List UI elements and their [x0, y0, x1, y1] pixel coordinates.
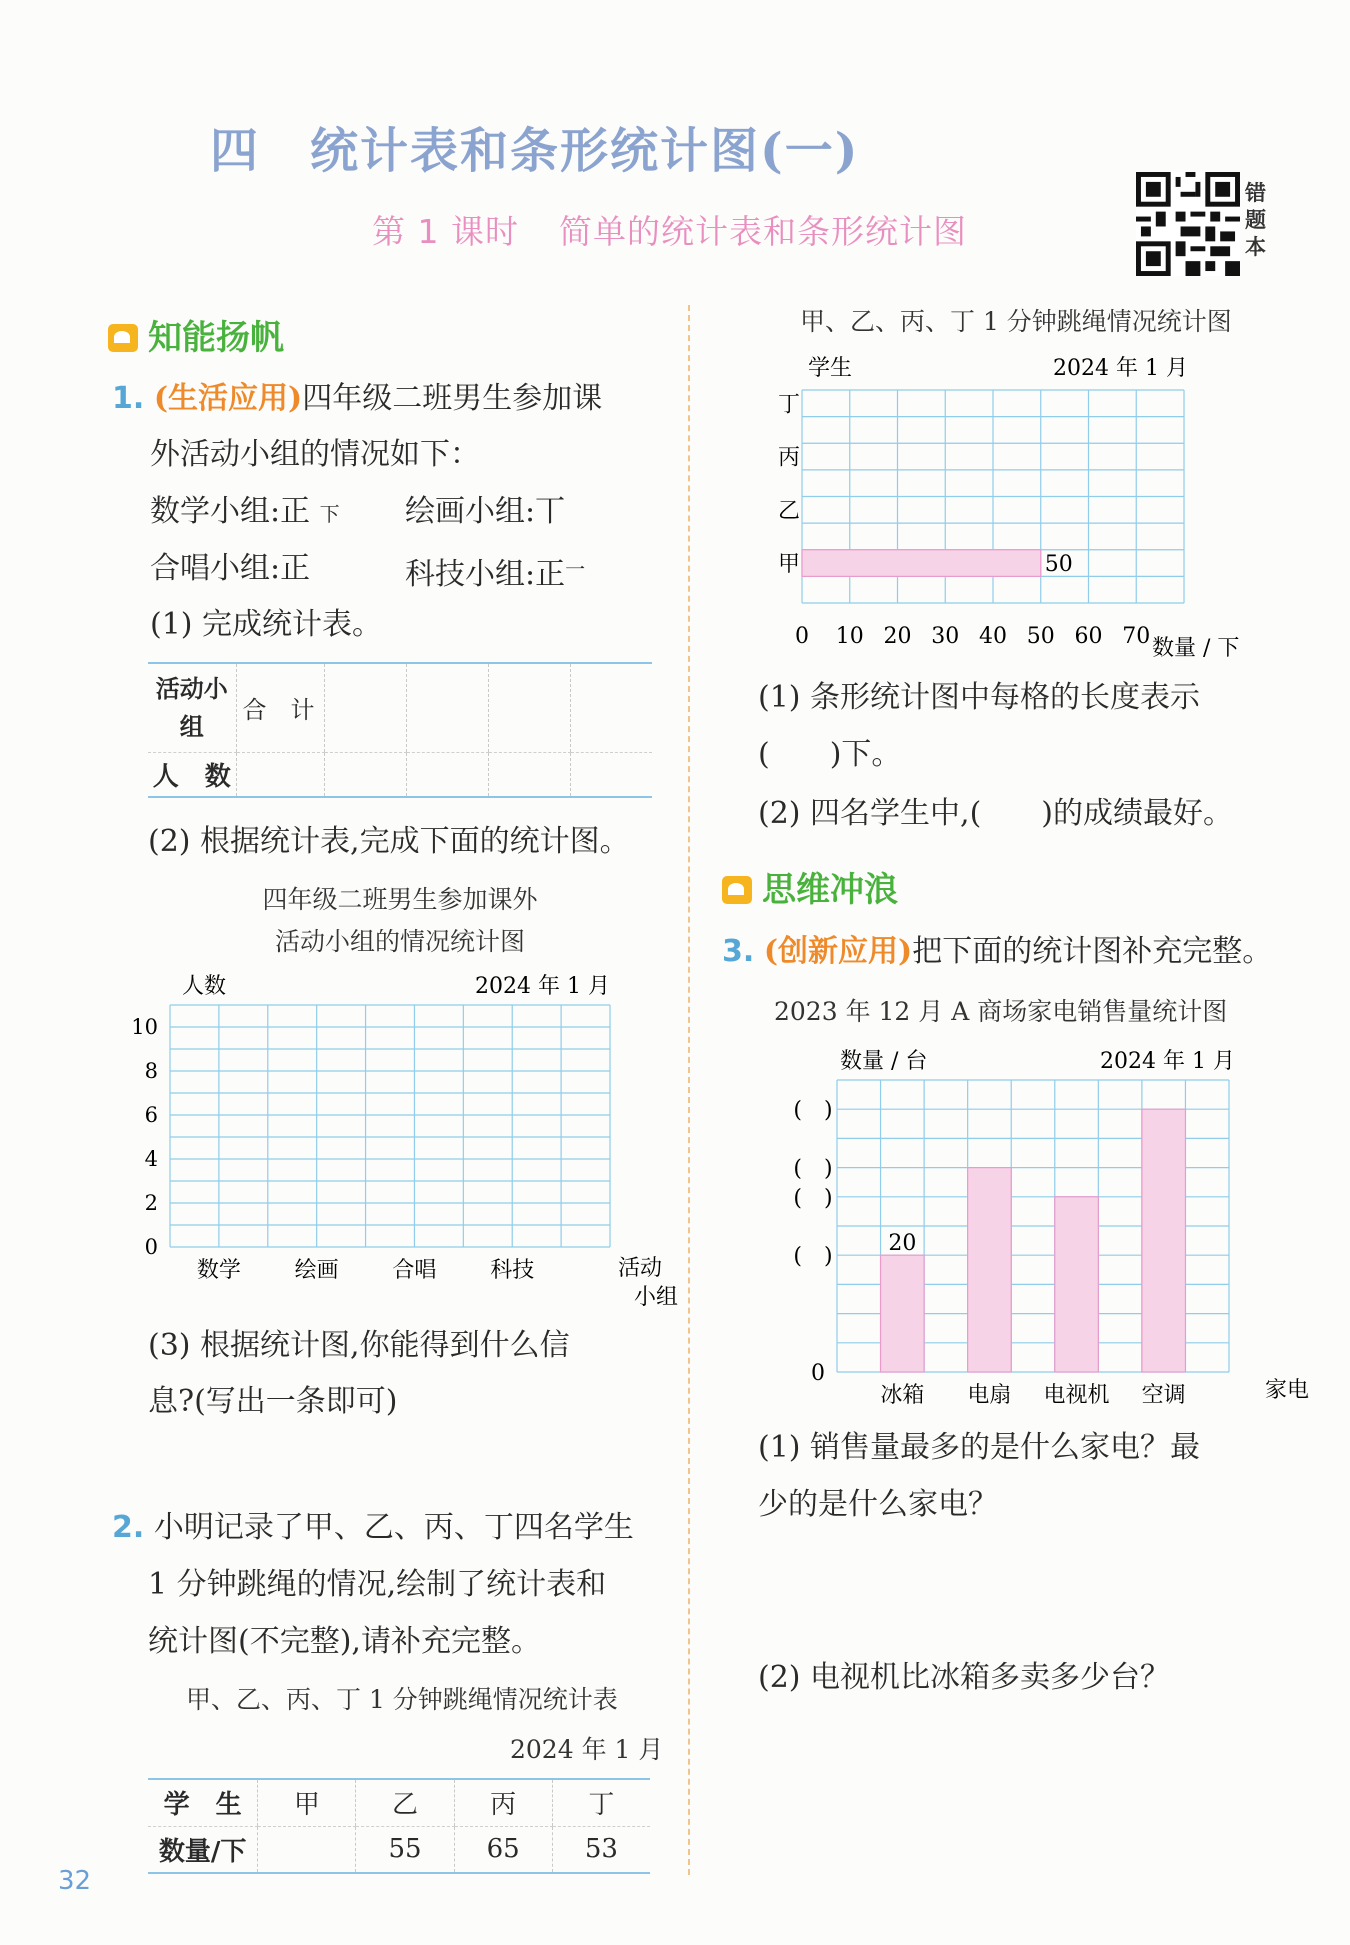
- chart1-ytick: 10: [131, 1015, 158, 1039]
- chart3-xtick: 电扇: [967, 1383, 1012, 1408]
- chart2-xtick: 40: [979, 624, 1007, 649]
- qr-label: 错 题 本: [1245, 181, 1266, 259]
- table-cell[interactable]: [571, 664, 652, 752]
- q2-count-blank[interactable]: [258, 1826, 356, 1872]
- tally-drawing: 绘画小组:丅: [405, 494, 566, 529]
- chart2-xtick: 50: [1026, 624, 1055, 649]
- q2-line2: 1 分钟跳绳的情况,绘制了统计表和: [148, 1567, 607, 1602]
- chart1-grid[interactable]: [131, 960, 679, 1315]
- q2-count: 55: [356, 1826, 454, 1872]
- chart2-bar: [802, 550, 1041, 577]
- chart3-bar: [1142, 1109, 1186, 1372]
- chart3-bar: [968, 1168, 1012, 1372]
- q2-line1: 2. 小明记录了甲、乙、丙、丁四名学生: [112, 1510, 634, 1545]
- q2-student: 丁: [552, 1780, 650, 1826]
- chart2-xlabel: 数量 / 下: [1152, 636, 1240, 661]
- tally-choir: 合唱小组:正: [150, 551, 311, 586]
- chart3-date: 2024 年 1 月: [1100, 1049, 1235, 1074]
- q3-part1-line2: 少的是什么家电？: [758, 1487, 998, 1522]
- q2-part1-line2: ( )下。: [758, 737, 902, 772]
- wave-icon: [722, 876, 752, 904]
- table-head-total: 合 计: [236, 664, 325, 752]
- chart2-bar-label: 50: [1044, 552, 1073, 578]
- q1-part3-line2: 息?(写出一条即可): [148, 1384, 398, 1419]
- chart1-date: 2024 年 1 月: [475, 974, 610, 999]
- q2-part2: (2) 四名学生中,( )的成绩最好。: [758, 796, 1233, 831]
- chart3-ytick-zero: 0: [811, 1361, 825, 1386]
- chart2-title: 甲、乙、丙、丁 1 分钟跳绳情况统计图: [800, 307, 1232, 336]
- table-cell[interactable]: [325, 752, 407, 796]
- chart3-xtick: 冰箱: [880, 1383, 925, 1408]
- chart1-title-1: 四年级二班男生参加课外: [262, 885, 538, 914]
- q2-table-date: 2024 年 1 月: [510, 1735, 664, 1764]
- table-cell[interactable]: [489, 664, 571, 752]
- sail-icon: [108, 324, 138, 352]
- chart2-ycat: 乙: [778, 498, 801, 524]
- chart3-grid[interactable]: [765, 1035, 1310, 1415]
- unit-title: 四 统计表和条形统计图(一): [210, 123, 860, 179]
- table-cell[interactable]: [325, 664, 407, 752]
- chart1-xtick: 科技: [490, 1258, 535, 1283]
- table-cell[interactable]: [489, 752, 571, 796]
- q2-count: 53: [552, 1826, 650, 1872]
- lesson-title: 第 1 课时 简单的统计表和条形统计图: [372, 212, 967, 251]
- tally-tech: 科技小组:正$^一$: [405, 557, 586, 592]
- chart1-xlabel-2: 小组: [634, 1285, 679, 1310]
- chart3-bar: [881, 1255, 925, 1372]
- table-cell[interactable]: [407, 752, 489, 796]
- qr-code-icon[interactable]: [1136, 172, 1240, 276]
- chart2-xtick: 0: [795, 624, 809, 649]
- chart2-ylabel: 学生: [808, 356, 853, 381]
- chart3-xlabel: 家电: [1265, 1378, 1310, 1403]
- chart3-ytick-blank[interactable]: ( ): [793, 1098, 833, 1124]
- table-head-group: 活动小组: [148, 664, 236, 752]
- page-number: 32: [58, 1866, 92, 1896]
- chart1-ytick: 8: [144, 1059, 158, 1083]
- q2-count: 65: [454, 1826, 552, 1872]
- chart3-ylabel: 数量 / 台: [840, 1049, 928, 1074]
- q1-part3-line1: (3) 根据统计图,你能得到什么信: [148, 1328, 570, 1363]
- chart1-ytick: 6: [144, 1103, 158, 1127]
- q1-line1: 1. (生活应用)四年级二班男生参加课: [112, 381, 603, 416]
- q2-table-title: 甲、乙、丙、丁 1 分钟跳绳情况统计表: [186, 1685, 618, 1714]
- q3-part2: (2) 电视机比冰箱多卖多少台？: [758, 1660, 1171, 1695]
- chart2-xtick: 30: [931, 624, 960, 649]
- chart3-xtick: 空调: [1141, 1383, 1186, 1408]
- q1-part2: (2) 根据统计表,完成下面的统计图。: [148, 824, 630, 859]
- chart2-xtick: 60: [1074, 624, 1103, 649]
- chart1-ytick: 4: [144, 1147, 158, 1171]
- chart1-title-2: 活动小组的情况统计图: [274, 927, 525, 956]
- chart2-xtick: 10: [835, 624, 864, 649]
- chart2-ycat: 丁: [778, 392, 801, 418]
- chart1-ytick: 0: [144, 1235, 158, 1259]
- chart3-bar-label: 20: [888, 1231, 917, 1257]
- q2-line3: 统计图(不完整),请补充完整。: [148, 1624, 541, 1659]
- chart2-xtick: 70: [1122, 624, 1151, 649]
- q2-student: 乙: [356, 1780, 454, 1826]
- q2-stat-table: [148, 1778, 650, 1874]
- chart3-ytick-blank[interactable]: ( ): [793, 1185, 833, 1211]
- q2-head-student: 学 生: [148, 1780, 258, 1826]
- chart2-ycat: 甲: [778, 552, 801, 578]
- chart2-grid[interactable]: [760, 345, 1280, 670]
- q2-student: 丙: [454, 1780, 552, 1826]
- chart1-xtick: 合唱: [392, 1258, 437, 1283]
- chart1-ylabel: 人数: [182, 974, 227, 999]
- q2-part1-line1: (1) 条形统计图中每格的长度表示: [758, 680, 1201, 715]
- q3-part1-line1: (1) 销售量最多的是什么家电？最: [758, 1430, 1201, 1465]
- chart1-xtick: 绘画: [294, 1258, 339, 1283]
- section-title-siwei: 思维冲浪: [722, 862, 898, 911]
- chart1-xlabel: 活动: [618, 1256, 663, 1281]
- table-cell[interactable]: [236, 752, 325, 796]
- table-head-count: 人 数: [152, 761, 231, 792]
- chart3-title: 2023 年 12 月 A 商场家电销售量统计图: [774, 997, 1228, 1026]
- table-cell[interactable]: [571, 752, 652, 796]
- q1-line2: 外活动小组的情况如下：: [150, 437, 480, 472]
- q1-stat-table: [148, 662, 652, 798]
- chart3-ytick-blank[interactable]: ( ): [793, 1156, 833, 1182]
- chart2-xtick: 20: [883, 624, 912, 649]
- table-cell[interactable]: [407, 664, 489, 752]
- chart2-date: 2024 年 1 月: [1053, 356, 1188, 381]
- q3-line1: 3. (创新应用)把下面的统计图补充完整。: [722, 934, 1273, 969]
- q1-part1: (1) 完成统计表。: [150, 607, 383, 642]
- chart3-bar: [1055, 1197, 1099, 1372]
- chart1-ytick: 2: [144, 1191, 158, 1215]
- q2-student: 甲: [258, 1780, 356, 1826]
- section-title-zhineng: 知能扬帆: [108, 310, 284, 359]
- column-divider: [688, 305, 690, 1875]
- q2-head-count: 数量/下: [158, 1836, 247, 1867]
- chart2-ycat: 丙: [778, 445, 801, 471]
- chart1-xtick: 数学: [196, 1258, 241, 1283]
- tally-math: 数学小组:正 下: [150, 494, 340, 529]
- chart3-ytick-blank[interactable]: ( ): [793, 1244, 833, 1270]
- chart3-xtick: 电视机: [1043, 1383, 1110, 1408]
